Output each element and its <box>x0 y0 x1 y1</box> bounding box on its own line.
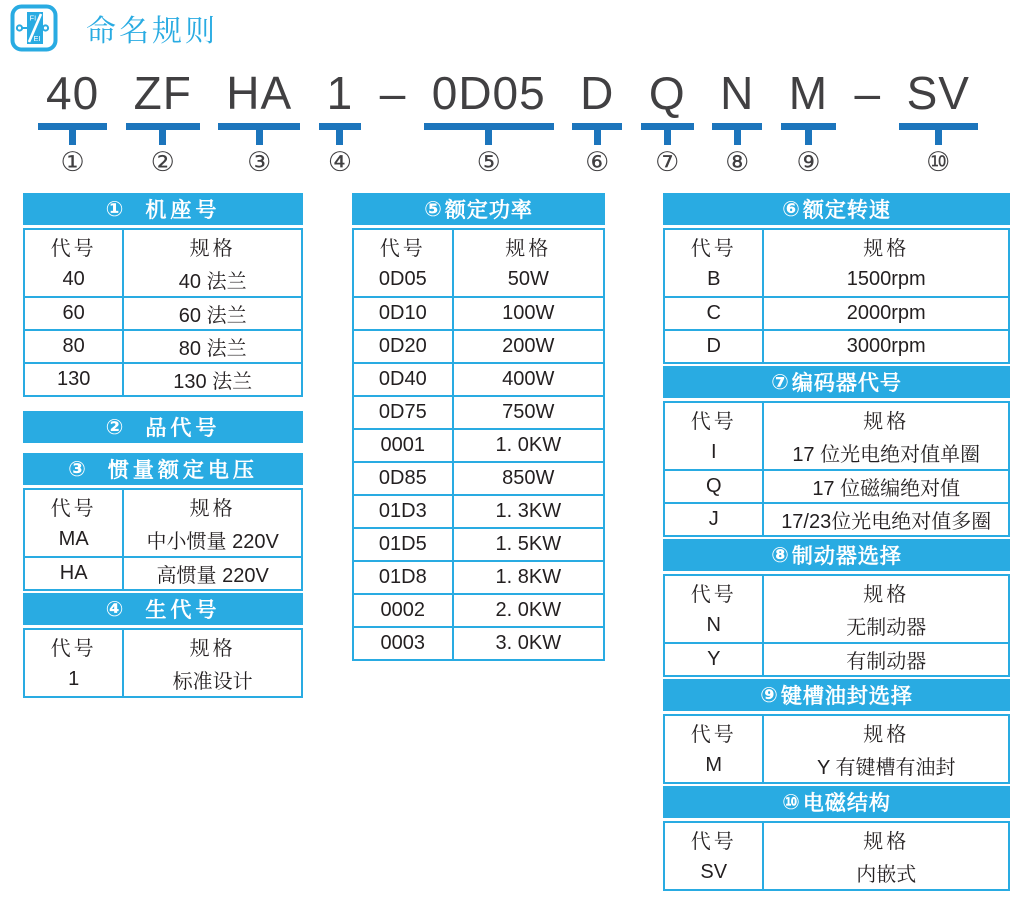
segment-stem <box>664 130 671 145</box>
spec-cell: 内嵌式 <box>856 864 917 886</box>
code-cell: Y <box>665 644 764 675</box>
spec-cell: 40 法兰 <box>178 271 247 293</box>
table-row <box>354 593 603 626</box>
spec-cell: Y 有键槽有油封 <box>816 757 956 779</box>
table-electromagnetic-structure-grid <box>663 821 1010 891</box>
spec-cell: 50W <box>507 268 549 290</box>
segment-underline <box>424 123 554 130</box>
table-title: 电磁结构 <box>802 792 891 815</box>
spec-cell: 1. 0KW <box>495 434 562 456</box>
code-cell: 0D40 <box>354 364 454 395</box>
model-segment-generation <box>319 68 362 176</box>
spec-cell: 80 法兰 <box>178 338 247 360</box>
spec-header: 规格 <box>189 498 236 520</box>
model-segment-structure <box>899 68 978 176</box>
circled-number: ⑧ <box>771 543 790 567</box>
code-cell: I <box>665 436 764 469</box>
table-brake-option-grid <box>663 574 1010 677</box>
table-header-row <box>25 630 301 663</box>
model-segment-frame <box>38 68 107 176</box>
circled-number: ⑧ <box>725 146 750 177</box>
spec-header: 规格 <box>863 238 910 260</box>
table-row <box>354 560 603 593</box>
circled-number: ⑤ <box>476 146 501 177</box>
logo-text-bottom: EI <box>33 34 41 43</box>
spec-header: 规格 <box>189 638 236 660</box>
table-row <box>354 395 603 428</box>
spec-cell: 100W <box>502 302 555 324</box>
table-row <box>354 626 603 659</box>
spec-cell: 1. 5KW <box>495 533 562 555</box>
segment-underline <box>899 123 978 130</box>
segment-underline <box>572 123 622 130</box>
dash-separator: – <box>854 67 881 119</box>
code-cell: 0D75 <box>354 397 454 428</box>
code-header: 代号 <box>665 716 764 749</box>
spec-cell: 有制动器 <box>846 651 927 673</box>
spec-cell: 中小惯量 220V <box>146 531 279 553</box>
code-cell: 0D05 <box>354 263 454 296</box>
spec-cell: 2. 0KW <box>495 599 562 621</box>
table-title: 惯量额定电压 <box>107 459 258 482</box>
segment-underline <box>712 123 762 130</box>
code-cell: 01D8 <box>354 562 454 593</box>
spec-cell: 200W <box>502 335 555 357</box>
code-cell: J <box>665 504 764 535</box>
spec-cell: 无制动器 <box>846 617 927 639</box>
segment-stem <box>935 130 942 145</box>
spec-header: 规格 <box>863 724 910 746</box>
segment-stem <box>256 130 263 145</box>
logo-text-top: FI <box>29 13 37 23</box>
table-keyway-oil-seal-header <box>663 679 1010 711</box>
segment-text: 0D05 <box>431 67 546 119</box>
table-row <box>25 329 301 362</box>
table-row <box>354 296 603 329</box>
table-title: 额定功率 <box>444 199 533 222</box>
table-row <box>354 527 603 560</box>
code-cell: 40 <box>25 263 124 296</box>
code-cell: C <box>665 298 764 329</box>
model-segment-inertia-voltage <box>218 68 300 176</box>
code-cell: 0002 <box>354 595 454 626</box>
spec-cell: 17 位磁编绝对值 <box>812 478 961 500</box>
code-cell: 0003 <box>354 628 454 659</box>
spec-cell: 130 法兰 <box>173 371 253 393</box>
code-cell: HA <box>25 558 124 589</box>
segment-text: HA <box>226 67 293 119</box>
segment-text: D <box>580 67 615 119</box>
table-row <box>665 263 1008 296</box>
segment-text: 1 <box>326 67 354 119</box>
spec-cell: 标准设计 <box>172 671 253 693</box>
table-row <box>354 362 603 395</box>
table-row <box>665 469 1008 502</box>
segment-underline <box>319 123 362 130</box>
table-title: 编码器代号 <box>791 372 902 395</box>
segment-text: ZF <box>133 67 192 119</box>
table-title: 品代号 <box>145 417 221 440</box>
table-encoder-code-grid <box>663 401 1010 537</box>
code-cell: 0D85 <box>354 463 454 494</box>
spec-cell: 750W <box>502 401 555 423</box>
spec-cell: 17 位光电绝对值单圈 <box>792 444 981 466</box>
table-inertia-voltage <box>23 453 303 591</box>
table-rated-speed-grid <box>663 228 1010 364</box>
code-header: 代号 <box>25 630 124 663</box>
table-row <box>25 362 301 395</box>
code-cell: SV <box>665 856 764 889</box>
table-header-row <box>25 490 301 523</box>
circled-number: ⑨ <box>796 146 821 177</box>
table-row <box>665 502 1008 535</box>
spec-cell: 60 法兰 <box>178 305 247 327</box>
column-right <box>663 193 1010 891</box>
model-segment-series <box>126 68 200 176</box>
table-row <box>665 856 1008 889</box>
band-product-code <box>23 411 303 443</box>
segment-text: Q <box>648 67 686 119</box>
segment-text: N <box>720 67 755 119</box>
segment-stem <box>336 130 343 145</box>
spec-header: 规格 <box>189 238 236 260</box>
table-row <box>665 329 1008 362</box>
circled-number: ① <box>60 146 85 177</box>
table-encoder-code-header <box>663 366 1010 398</box>
table-electromagnetic-structure-header <box>663 786 1010 818</box>
segment-stem <box>805 130 812 145</box>
circled-number: ⑨ <box>760 683 779 707</box>
table-keyway-oil-seal-grid <box>663 714 1010 784</box>
table-row <box>665 749 1008 782</box>
table-row <box>25 263 301 296</box>
table-row <box>25 296 301 329</box>
spec-cell: 400W <box>502 368 555 390</box>
table-header-row <box>665 716 1008 749</box>
table-row <box>665 296 1008 329</box>
model-segment-rated-power <box>424 68 554 176</box>
spec-header: 规格 <box>505 238 552 260</box>
table-rated-speed-header <box>663 193 1010 225</box>
code-header: 代号 <box>354 230 454 263</box>
table-row <box>354 329 603 362</box>
table-title: 额定转速 <box>802 199 891 222</box>
code-cell: 0D10 <box>354 298 454 329</box>
code-cell: MA <box>25 523 124 556</box>
code-cell: 1 <box>25 663 124 696</box>
model-number-breakdown <box>38 68 978 176</box>
column-left <box>23 193 303 698</box>
table-title: 键槽油封选择 <box>780 685 913 708</box>
segment-stem <box>69 130 76 145</box>
segment-stem <box>594 130 601 145</box>
model-segment-encoder <box>641 68 694 176</box>
code-header: 代号 <box>665 576 764 609</box>
spec-cell: 2000rpm <box>846 302 926 324</box>
table-encoder-code <box>663 366 1010 537</box>
code-header: 代号 <box>665 403 764 436</box>
segment-text: 40 <box>46 67 100 119</box>
table-header-row <box>665 403 1008 436</box>
model-segment-rated-speed <box>572 68 622 176</box>
spec-header: 规格 <box>863 411 910 433</box>
circled-number: ④ <box>105 597 128 621</box>
table-row <box>665 436 1008 469</box>
table-frame-size-header <box>23 193 303 225</box>
table-title: 机座号 <box>145 199 221 222</box>
table-row <box>25 663 301 696</box>
table-generation-code <box>23 593 303 698</box>
column-middle <box>352 193 605 661</box>
code-header: 代号 <box>25 230 124 263</box>
table-rated-power <box>352 193 605 661</box>
table-row <box>354 494 603 527</box>
spec-header: 规格 <box>863 831 910 853</box>
segment-stem <box>485 130 492 145</box>
code-cell: 0D20 <box>354 331 454 362</box>
circled-number: ⑤ <box>424 197 443 221</box>
circled-number: ⑥ <box>782 197 801 221</box>
table-title: 生代号 <box>145 599 221 622</box>
code-cell: 130 <box>25 364 124 395</box>
segment-stem <box>159 130 166 145</box>
code-cell: N <box>665 609 764 642</box>
table-inertia-voltage-grid <box>23 488 303 591</box>
circled-number: ③ <box>68 457 90 481</box>
table-row <box>354 263 603 296</box>
code-header: 代号 <box>25 490 124 523</box>
segment-underline <box>218 123 300 130</box>
spec-header: 规格 <box>863 584 910 606</box>
spec-cell: 1500rpm <box>846 268 926 290</box>
table-row <box>665 609 1008 642</box>
segment-text: SV <box>906 67 970 119</box>
code-header: 代号 <box>665 230 764 263</box>
table-frame-size-grid <box>23 228 303 397</box>
code-cell: D <box>665 331 764 362</box>
code-cell: B <box>665 263 764 296</box>
spec-cell: 1. 8KW <box>495 566 562 588</box>
table-header-row <box>25 230 301 263</box>
circled-number: ⑥ <box>585 146 610 177</box>
circled-number: ① <box>105 197 128 221</box>
circled-number: ⑩ <box>926 146 951 177</box>
table-keyway-oil-seal <box>663 679 1010 784</box>
segment-text: M <box>788 67 829 119</box>
table-frame-size <box>23 193 303 397</box>
page-title: 命名规则 <box>86 15 218 48</box>
circled-number: ⑩ <box>782 790 801 814</box>
dash-separator: – <box>379 67 406 119</box>
table-electromagnetic-structure <box>663 786 1010 891</box>
page-header <box>10 4 218 52</box>
code-cell: 60 <box>25 298 124 329</box>
code-cell: M <box>665 749 764 782</box>
segment-underline <box>781 123 836 130</box>
table-header-row <box>354 230 603 263</box>
circled-number: ⑦ <box>771 370 790 394</box>
circled-number: ② <box>105 415 128 439</box>
code-cell: 01D5 <box>354 529 454 560</box>
table-generation-code-header <box>23 593 303 625</box>
table-header-row <box>665 576 1008 609</box>
table-title: 制动器选择 <box>791 545 902 568</box>
table-header-row <box>665 230 1008 263</box>
code-cell: Q <box>665 471 764 502</box>
table-generation-code-grid <box>23 628 303 698</box>
spec-cell: 850W <box>502 467 555 489</box>
model-segment-keyway <box>781 68 836 176</box>
table-row <box>25 523 301 556</box>
table-row <box>665 642 1008 675</box>
table-rated-power-grid <box>352 228 605 661</box>
motor-logo-icon <box>10 4 58 52</box>
segment-stem <box>734 130 741 145</box>
table-row <box>25 556 301 589</box>
segment-underline <box>38 123 107 130</box>
code-cell: 0001 <box>354 430 454 461</box>
spec-cell: 高惯量 220V <box>156 565 269 587</box>
table-row <box>354 461 603 494</box>
code-cell: 01D3 <box>354 496 454 527</box>
spec-cell: 1. 3KW <box>495 500 562 522</box>
segment-underline <box>126 123 200 130</box>
table-rated-speed <box>663 193 1010 364</box>
segment-underline <box>641 123 694 130</box>
circled-number: ③ <box>247 146 272 177</box>
code-header: 代号 <box>665 823 764 856</box>
spec-cell: 17/23位光电绝对值多圈 <box>781 511 992 533</box>
circled-number: ④ <box>327 146 353 177</box>
table-rated-power-header <box>352 193 605 225</box>
circled-number: ⑦ <box>655 146 680 177</box>
spec-cell: 3000rpm <box>846 335 926 357</box>
model-segment-brake <box>712 68 762 176</box>
table-brake-option <box>663 539 1010 677</box>
circled-number: ② <box>150 146 175 177</box>
spec-cell: 3. 0KW <box>495 632 562 654</box>
table-row <box>354 428 603 461</box>
table-header-row <box>665 823 1008 856</box>
table-brake-option-header <box>663 539 1010 571</box>
code-cell: 80 <box>25 331 124 362</box>
table-inertia-voltage-header <box>23 453 303 485</box>
